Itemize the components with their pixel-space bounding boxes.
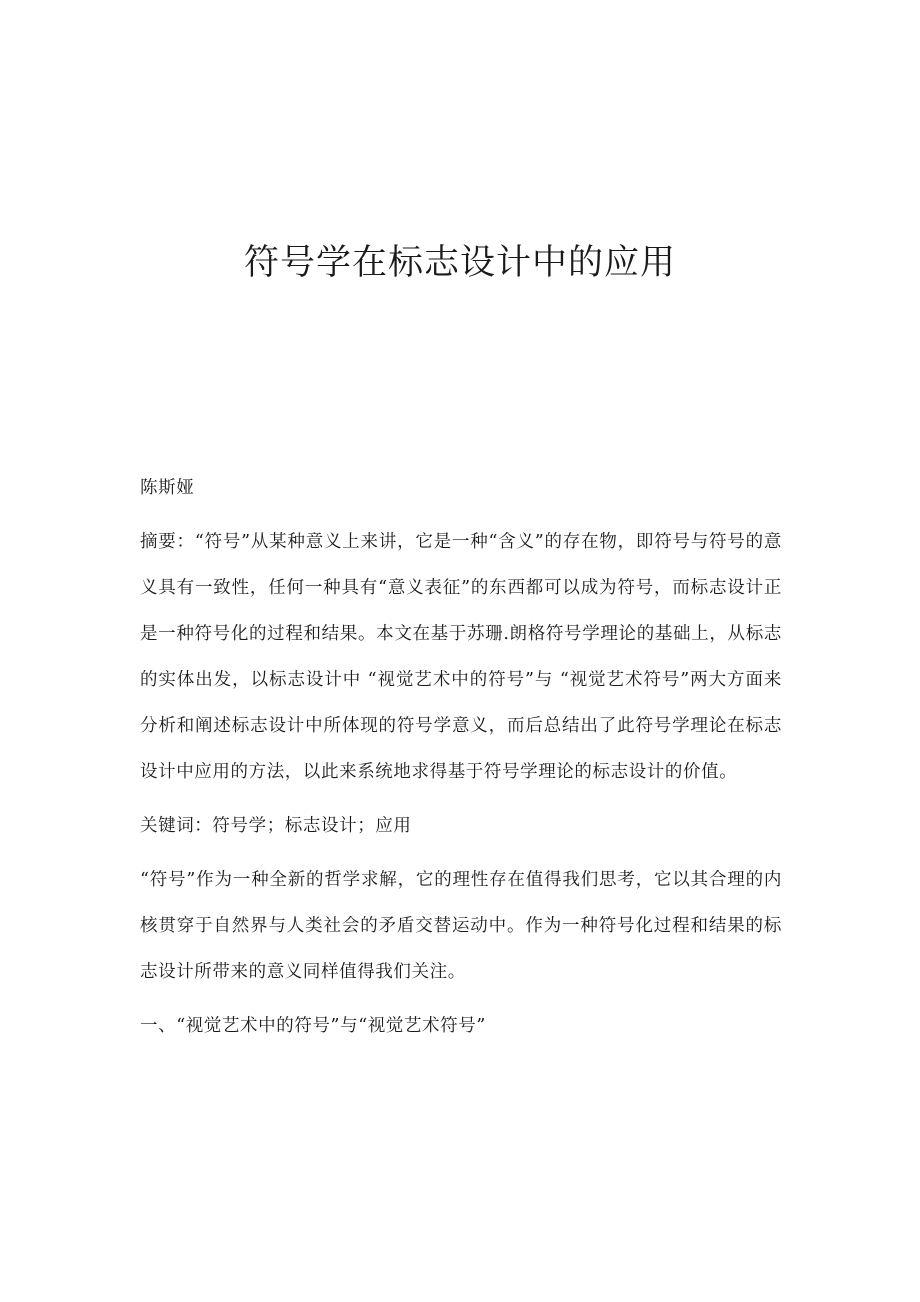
keywords-line: 关键词：符号学；标志设计；应用 <box>140 816 412 836</box>
document-title: 符号学在标志设计中的应用 <box>243 243 676 284</box>
intro-paragraph: “符号”作为一种全新的哲学求解，它的理性存在值得我们思考，它以其合理的内核贯穿于自然界与人类社会的矛盾交替运动中。作为一种符号化过程和结果的标志设计所带来的意义同样值得我们关注。 <box>140 870 782 982</box>
abstract-paragraph: 摘要：“符号”从某种意义上来讲，它是一种“含义”的存在物，即符号与符号的意义具有一致性，任何一种具有“意义表征”的东西都可以成为符号，而标志设计正是一种符号化的过程和结果。本文在基于苏珊.朗格符号学理论的基础上，从标志的实体出发，以标志设计中 “视觉艺术中的符号”与 “视觉艺术符号”两大方面来分析和阐述标志设计中所体现的符号学意义，而后总结出了此符号学理论在标志设计中应用的方法，以此来系统地求得基于符号学理论的标志设计的价值。 <box>140 532 782 782</box>
author-name: 陈斯娅 <box>140 478 195 498</box>
section-heading: 一、“视觉艺术中的符号”与“视觉艺术符号” <box>140 1016 486 1036</box>
document-body <box>140 465 782 1049</box>
